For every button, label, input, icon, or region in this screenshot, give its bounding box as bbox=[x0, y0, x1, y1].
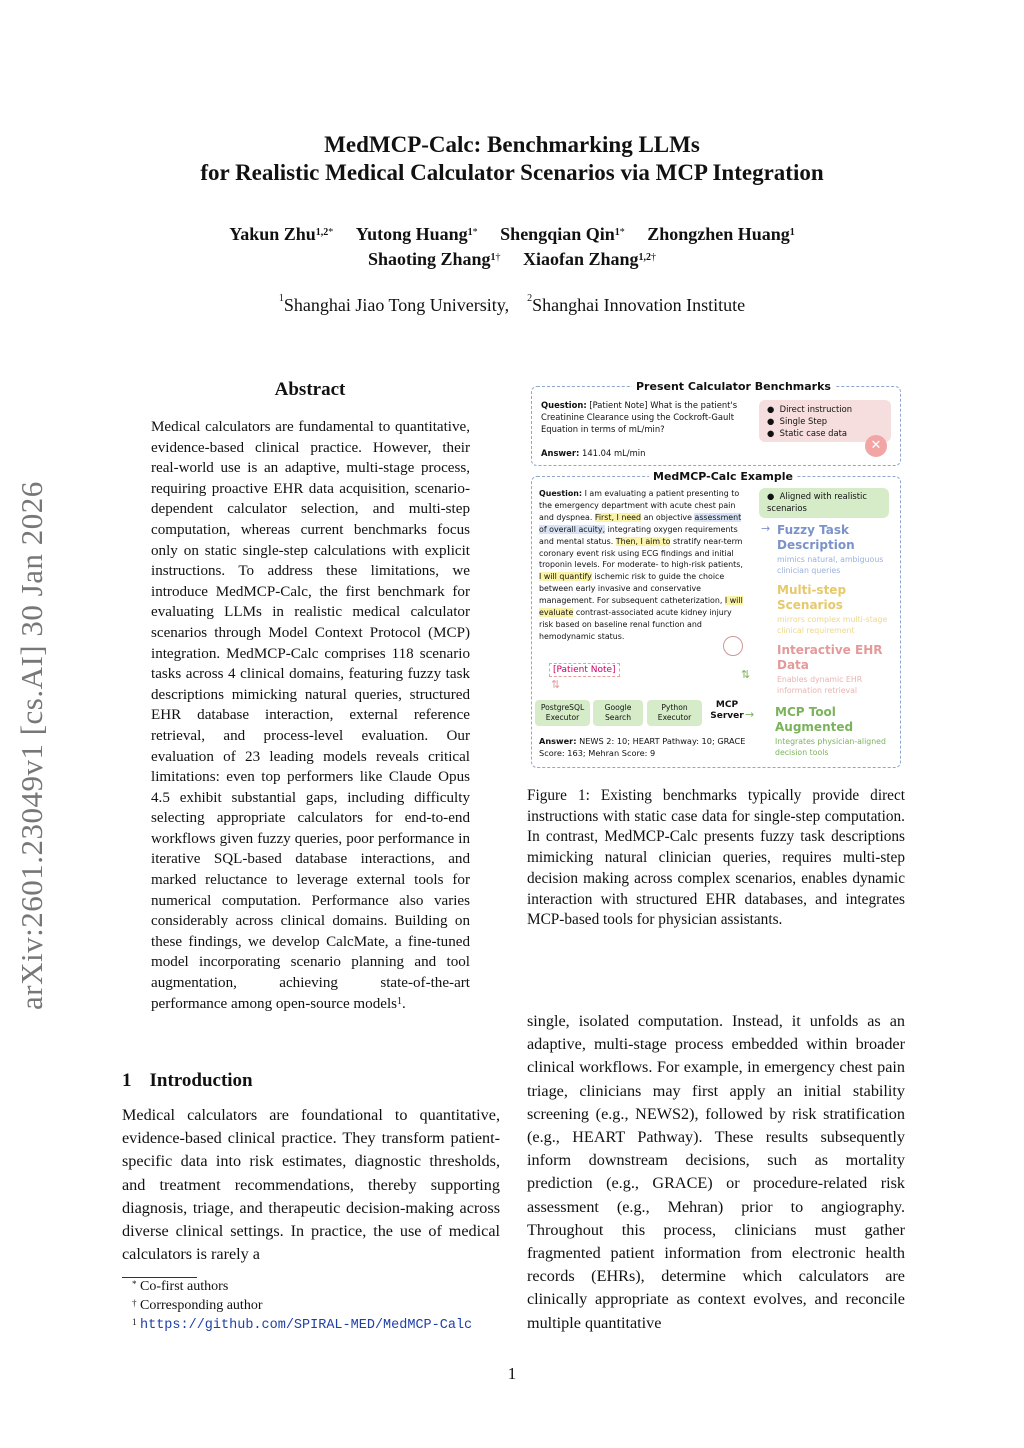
arrow-right-icon: → bbox=[761, 522, 771, 535]
figure-1 bbox=[527, 378, 905, 770]
page-number: 1 bbox=[507, 1364, 517, 1383]
aligned-item: ● Aligned with realistic scenarios bbox=[767, 491, 867, 513]
cross-icon: ✕ bbox=[865, 435, 887, 457]
github-link[interactable]: https://github.com/SPIRAL-MED/MedMCP-Calc bbox=[140, 1318, 473, 1333]
feature-desc: Enables dynamic EHR information retrieval bbox=[777, 675, 863, 695]
authors-line-2 bbox=[0, 247, 1024, 272]
patient-note-label: [Patient Note] bbox=[549, 663, 620, 677]
affiliation: $^2$Shanghai Innovation Institute bbox=[527, 293, 746, 315]
intro-paragraph: Medical calculators are foundational to quantitative, evidence-based clinical practice. They transform patient-specific data into risk estimates, diagnostic thresholds, and treatment recommendations, thereby supporting diagnosis, triage, and therapeutic decision-making across diverse clinical settings. In practice, the use of medical calculators is rarely a bbox=[122, 1106, 500, 1264]
author: Shengqian Qin$^{1*}$ bbox=[500, 224, 625, 244]
limitation-item: ● Static case data bbox=[767, 428, 848, 438]
feature-desc: mirrors complex multi-stage clinical requirement bbox=[777, 615, 888, 635]
footnote-ref[interactable]: 1 bbox=[397, 995, 403, 1007]
tool-google-search: Google Search bbox=[593, 700, 643, 726]
answer-2: Answer: NEWS 2: 10; HEART Pathway: 10; GRACE Score: 163; Mehran Score: 9 bbox=[539, 736, 746, 758]
affiliations bbox=[0, 295, 1024, 316]
medmcp-example-title: MedMCP-Calc Example bbox=[649, 470, 797, 483]
right-column-text: single, isolated computation. Instead, it unfolds as an adaptive, multi-stage process embedded within broader clinical workflows. For example, in emergency chest pain triage, clinicians may first apply an initial stability screening (e.g., NEWS2), followed by risk stratification (e.g., HEART Pathway). These results subsequently inform downstream decisions, such as mortality prediction (e.g., GRACE) or procedure-related risk assessment (e.g., Mehran) prior to angiography. Throughout this process, clinicians must gather fragmented patient information from electronic health records (EHRs), determine which calculators are clinically appropriate as context evolves, and reconcile multiple quantitative bbox=[527, 1012, 905, 1332]
figure-caption: Figure 1: Existing benchmarks typically provide direct instructions with static case data for single-step computation. In contrast, MedMCP-Calc presents fuzzy task descriptions mimicking natural clinician queries, requires multi-step decision making across complex scenarios, enables dynamic interaction with structured EHR databases, and integrates MCP-based tools for physician assistants. bbox=[527, 787, 905, 929]
arrow-right-icon: → bbox=[745, 708, 755, 721]
abstract-heading: Abstract bbox=[274, 379, 346, 400]
tool-python: Python Executor bbox=[647, 700, 702, 726]
footnote: 1 https://github.com/SPIRAL-MED/MedMCP-Calc bbox=[132, 1317, 473, 1333]
mcp-server-label: MCP Server bbox=[710, 700, 744, 721]
title-line-1: MedMCP-Calc: Benchmarking LLMs bbox=[324, 132, 700, 157]
affiliation: $^1$Shanghai Jiao Tong University, bbox=[278, 293, 510, 315]
arrow-icon: ⇅ bbox=[741, 668, 751, 681]
footnote: * Co-first authors bbox=[132, 1279, 229, 1294]
author: Yakun Zhu$^{1,2*}$ bbox=[229, 224, 334, 244]
question-1: Question: [Patient Note] What is the patient's Creatinine Clearance using the Cockroft-Gault Equation in terms of mL/min? bbox=[541, 400, 738, 434]
answer-1: Answer: 141.04 mL/min bbox=[541, 448, 646, 458]
author-list bbox=[0, 222, 1024, 272]
clinician-icon bbox=[723, 636, 743, 656]
limitation-item: ● Direct instruction bbox=[767, 404, 853, 414]
limitation-item: ● Single Step bbox=[767, 416, 828, 426]
paper-title bbox=[0, 131, 1024, 187]
author: Yutong Huang$^{1*}$ bbox=[355, 224, 478, 244]
title-line-2: for Realistic Medical Calculator Scenarios via MCP Integration bbox=[200, 160, 824, 185]
author: Zhongzhen Huang$^1$ bbox=[647, 224, 795, 244]
footnote: † Corresponding author bbox=[132, 1298, 263, 1313]
feature-title: Multi-step Scenarios bbox=[777, 583, 847, 612]
author: Shaoting Zhang$^{1\dagger}$ bbox=[367, 249, 501, 269]
tool-postgresql: PostgreSQL Executor bbox=[535, 700, 590, 726]
present-benchmarks-title: Present Calculator Benchmarks bbox=[632, 380, 835, 393]
feature-title: Interactive EHR Data bbox=[777, 643, 883, 672]
arrow-icon: ⇅ bbox=[551, 678, 561, 691]
feature-title: MCP Tool Augmented bbox=[775, 705, 854, 734]
feature-desc: Integrates physician-aligned decision tools bbox=[775, 737, 886, 757]
feature-desc: mimics natural, ambiguous clinician queries bbox=[777, 555, 884, 575]
arxiv-side-label: arXiv:2601.23049v1 [cs.AI] 30 Jan 2026 bbox=[14, 481, 49, 1010]
authors-line-1 bbox=[0, 222, 1024, 247]
abstract-text: Medical calculators are fundamental to quantitative, evidence-based clinical practice. However, their real-world use is an adaptive, multi-stage process, requiring proactive EHR data acquisition, scenario-dependent calculator selection, and multi-step computation, whereas current benchmarks focus only on static single-step calculations with explicit instructions. To address these limitations, we introduce MedMCP-Calc, the first benchmark for evaluating LLMs in realistic medical calculator scenarios through Model Context Protocol (MCP) integration. MedMCP-Calc comprises 118 scenario tasks across 4 clinical domains, featuring fuzzy task descriptions mimicking natural queries, structured EHR database interaction, external reference retrieval, and process-level evaluation. Our evaluation of 23 leading models reveals critical limitations: even top performers like Claude Opus 4.5 exhibit substantial gaps, including difficulty selecting appropriate calculators for end-to-end workflows given fuzzy queries, poor performance in iterative SQL-based database interactions, and marked reluctance to leverage external tools for numerical computation. Performance also varies considerably across clinical domains. Building on these findings, we develop CalcMate, a fine-tuned model incorporating scenario planning and tool augmentation, achieving state-of-the-art performance among open-source models$^1$. bbox=[151, 419, 470, 1012]
section-heading: 1 Introduction bbox=[122, 1070, 253, 1091]
question-2: Question: I am evaluating a patient presenting to the emergency department with acute chest pain and dyspnea. First, I need an objective assessment of overall acuity, integrating oxygen requirements and mental status. Then, I aim to stratify near-term coronary event risk using ECG findings and initial troponin levels. For moderate- to high-risk patients, I will quantify ischemic risk to guide the choice between early invasive and conservative management. For subsequent catheterization, I will evaluate contrast-associated acute kidney injury risk based on baseline renal function and hemodynamic status. bbox=[539, 489, 743, 641]
feature-title: Fuzzy Task Description bbox=[777, 523, 855, 552]
author: Xiaofan Zhang$^{1,2\dagger}$ bbox=[523, 249, 657, 269]
